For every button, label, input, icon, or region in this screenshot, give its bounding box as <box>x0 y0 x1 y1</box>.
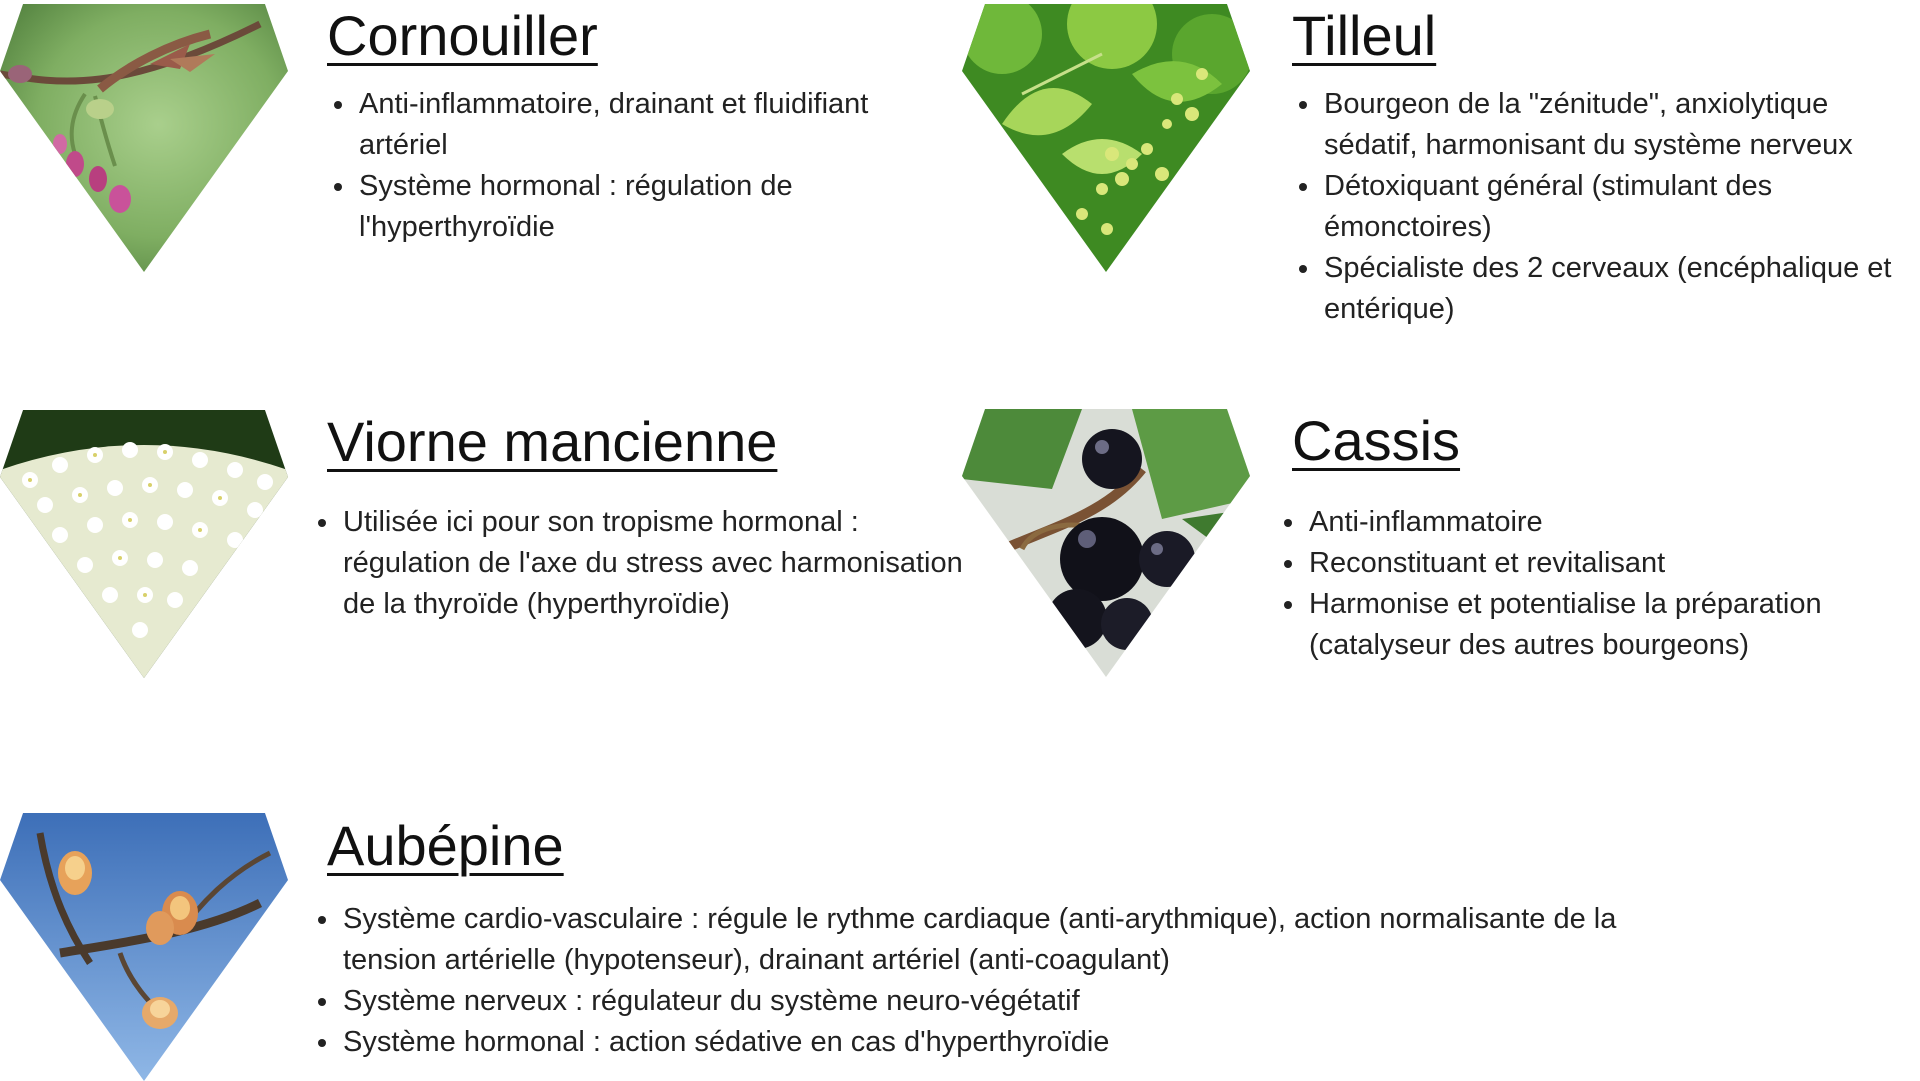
blackcurrant-berries-image <box>962 409 1250 677</box>
card-bullet-list <box>327 84 937 248</box>
list-item: • Système nerveux : régulateur du système neuro-végétatif <box>341 981 1661 1022</box>
list-item: • Harmonise et potentialise la préparation (catalyseur des autres bourgeons) <box>1307 584 1920 666</box>
list-item: • Détoxiquant général (stimulant des émonctoires) <box>1322 166 1920 248</box>
viburnum-flowers-image <box>0 410 288 678</box>
dogwood-buds-image <box>0 4 288 272</box>
linden-leaves-image <box>962 4 1250 272</box>
list-item: • Système hormonal : régulation de l'hyperthyroïdie <box>357 166 937 248</box>
list-item: • Bourgeon de la "zénitude", anxiolytique sédatif, harmonisant du système nerveux <box>1322 84 1920 166</box>
card-title: Cornouiller <box>327 4 598 67</box>
card-title: Viorne mancienne <box>327 410 778 473</box>
card-bullet-list <box>1277 502 1920 666</box>
card-title: Tilleul <box>1292 4 1437 67</box>
list-item: • Reconstituant et revitalisant <box>1307 543 1920 584</box>
card-title: Aubépine <box>327 814 564 877</box>
list-item: • Système cardio-vasculaire : régule le rythme cardiaque (anti-arythmique), action normalisante de la tension artérielle (hypotenseur), drainant artériel (anti-coagulant) <box>341 899 1661 981</box>
list-item: • Système hormonal : action sédative en cas d'hyperthyroïdie <box>341 1022 1661 1063</box>
list-item: • Utilisée ici pour son tropisme hormonal : régulation de l'axe du stress avec harmonisation de la thyroïde (hyperthyroïdie) <box>341 502 981 625</box>
list-item: • Anti-inflammatoire, drainant et fluidifiant artériel <box>357 84 937 166</box>
list-item: • Anti-inflammatoire <box>1307 502 1920 543</box>
hawthorn-buds-image <box>0 813 288 1081</box>
card-title: Cassis <box>1292 409 1461 472</box>
card-bullet-list <box>311 502 981 625</box>
card-bullet-list <box>311 899 1661 1063</box>
card-bullet-list <box>1292 84 1920 330</box>
list-item: • Spécialiste des 2 cerveaux (encéphalique et entérique) <box>1322 248 1920 330</box>
